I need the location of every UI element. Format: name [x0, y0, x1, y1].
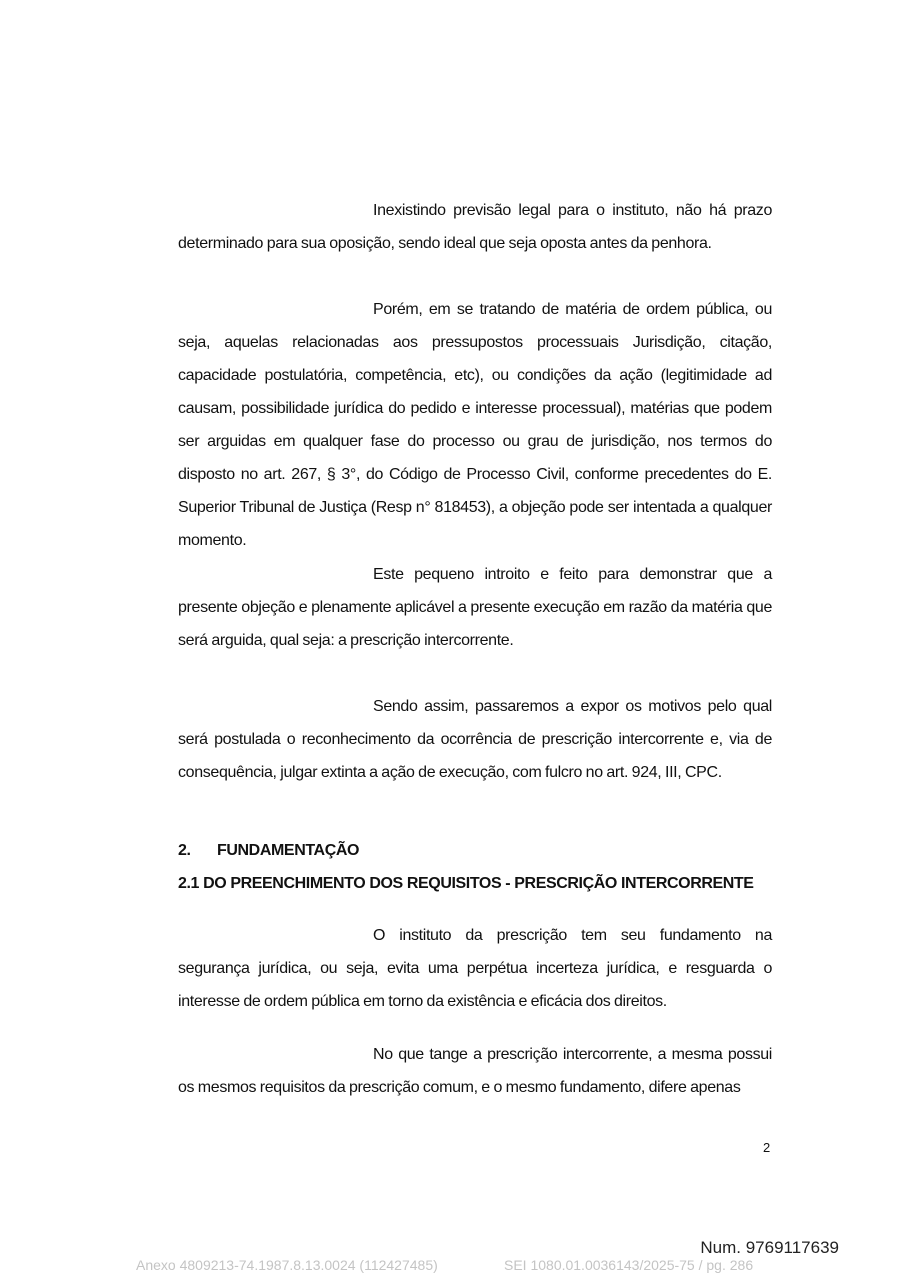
- section-number: 2.: [178, 842, 191, 859]
- paragraph-2: Porém, em se tratando de matéria de ordem pública, ou seja, aquelas relacionadas aos pressupostos processuais Jurisdição, citação, capacidade postulatória, competência, etc), ou condições da ação (legitimidade ad causam, possibilidade jurídica do pedido e interesse processual), matérias que podem ser arguidas em qualquer fase do processo ou grau de jurisdição, nos termos do disposto no art. 267, § 3°, do Código de Processo Civil, conforme precedentes do E. Superior Tribunal de Justiça (Resp n° 818453), a objeção pode ser intentada a qualquer momento.: [178, 301, 772, 549]
- document-number: Num. 9769117639: [700, 1238, 839, 1257]
- paragraph-5: O instituto da prescrição tem seu fundamento na segurança jurídica, ou seja, evita uma perpétua incerteza jurídica, e resguarda o interesse de ordem pública em torno da existência e eficácia dos direitos.: [178, 927, 772, 1010]
- paragraph-1: Inexistindo previsão legal para o instituto, não há prazo determinado para sua oposição, sendo ideal que seja oposta antes da penhora.: [178, 202, 772, 252]
- footer-annex: Anexo 4809213-74.1987.8.13.0024 (112427485): [136, 1257, 438, 1273]
- page-number: 2: [763, 1140, 771, 1155]
- subsection-heading: 2.1 DO PREENCHIMENTO DOS REQUISITOS - PRESCRIÇÃO INTERCORRENTE: [178, 875, 754, 892]
- section-title: FUNDAMENTAÇÃO: [217, 842, 360, 859]
- footer-sei: SEI 1080.01.0036143/2025-75 / pg. 286: [504, 1257, 754, 1273]
- paragraph-6: No que tange a prescrição intercorrente, a mesma possui os mesmos requisitos da prescrição comum, e o mesmo fundamento, difere apenas: [178, 1046, 772, 1096]
- paragraph-3: Este pequeno introito e feito para demonstrar que a presente objeção e plenamente aplicável a presente execução em razão da matéria que será arguida, qual seja: a prescrição intercorrente.: [178, 566, 772, 649]
- section-heading: [178, 834, 359, 867]
- paragraph-4: Sendo assim, passaremos a expor os motivos pelo qual será postulada o reconhecimento da ocorrência de prescrição intercorrente e, via de consequência, julgar extinta a ação de execução, com fulcro no art. 924, III, CPC.: [178, 698, 772, 781]
